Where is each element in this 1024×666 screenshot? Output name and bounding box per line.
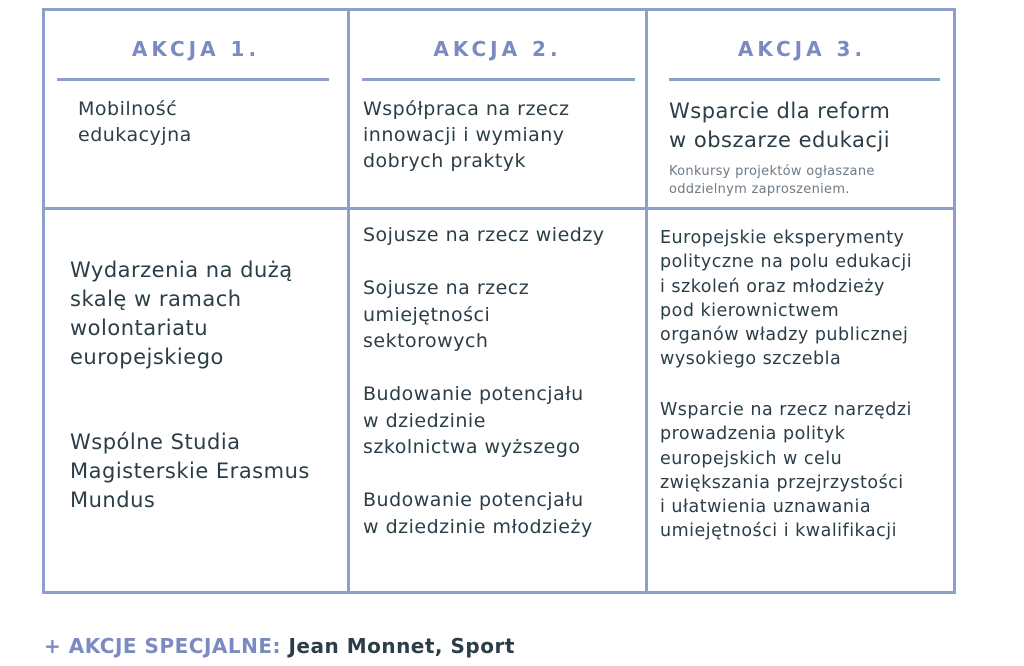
column-action-1 <box>45 11 347 591</box>
column-title: Mobilność edukacyjna <box>78 98 192 146</box>
column-title: Wsparcie dla reform w obszarze edukacji <box>669 99 891 152</box>
column-heading: AKCJA 3. <box>737 37 867 61</box>
special-actions-footer <box>44 634 515 658</box>
column-action-2 <box>350 11 645 591</box>
list-item: Sojusze na rzecz umiejętności sektorowych <box>363 277 530 352</box>
list-item: Wsparcie na rzecz narzędzi prowadzenia polityk europejskich w celu zwiększania przejrzystości i ułatwienia uznawania umiejętności i kwalifikacji <box>660 400 912 542</box>
list-item: Budowanie potencjału w dziedzinie szkolnictwa wyższego <box>363 383 584 458</box>
footer-prefix: + AKCJE SPECJALNE: <box>44 634 282 658</box>
heading-rule <box>669 78 940 81</box>
list-item: Budowanie potencjału w dziedzinie młodzieży <box>363 489 593 538</box>
actions-table <box>42 8 956 594</box>
column-note: Konkursy projektów ogłaszane oddzielnym zaproszeniem. <box>669 164 875 197</box>
column-action-3 <box>648 11 956 591</box>
list-item: Wspólne Studia Magisterskie Erasmus Mundus <box>70 430 310 512</box>
heading-rule <box>57 78 329 81</box>
column-heading: AKCJA 2. <box>433 37 562 61</box>
footer-names: Jean Monnet, Sport <box>288 634 515 658</box>
column-heading: AKCJA 1. <box>131 37 261 61</box>
list-item: Wydarzenia na dużą skalę w ramach wolontariatu europejskiego <box>70 258 293 369</box>
list-item: Europejskie eksperymenty polityczne na polu edukacji i szkoleń oraz młodzieży pod kierownictwem organów władzy publicznej wysokiego szczebla <box>660 228 913 370</box>
heading-rule <box>362 78 635 81</box>
list-item: Sojusze na rzecz wiedzy <box>363 224 605 246</box>
column-title: Współpraca na rzecz innowacji i wymiany dobrych praktyk <box>363 98 570 172</box>
